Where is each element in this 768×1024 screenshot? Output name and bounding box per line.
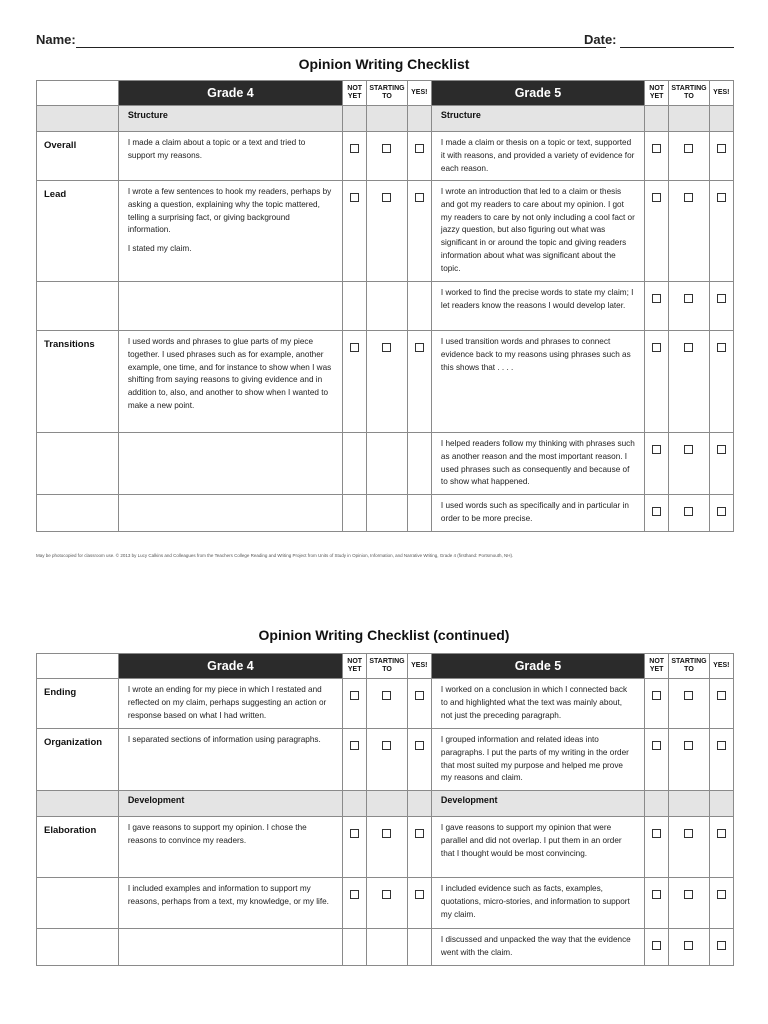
- grade4-not-yet-cell: [343, 929, 367, 966]
- criterion-grade4: [118, 729, 342, 791]
- grade4-yes-cell: [407, 878, 431, 929]
- grade4-not-yet-checkbox[interactable]: [350, 741, 359, 750]
- grade5-starting-to-cell: [669, 331, 709, 433]
- criterion-text: I gave reasons to support my opinion. I chose the reasons to convince my readers.: [127, 823, 307, 845]
- header-starting-to: STARTING TO: [367, 81, 407, 106]
- header-yes: YES!: [407, 654, 431, 679]
- criterion-text: I helped readers follow my thinking with phrases such as another reason and the most important reason. I used phrases such as consequently and because of to show what happened.: [440, 439, 635, 487]
- row-label: Lead: [37, 181, 119, 282]
- grade5-not-yet-checkbox[interactable]: [652, 294, 661, 303]
- criterion-text: I gave reasons to support my opinion that were parallel and did not overlap. I put them in an order that I thought would be most convincing.: [440, 823, 622, 858]
- criterion-grade4: [118, 817, 342, 878]
- criterion-grade5: [431, 433, 644, 495]
- grade4-starting-to-cell: [367, 729, 407, 791]
- criterion-grade4: [118, 679, 342, 729]
- grade5-not-yet-checkbox[interactable]: [652, 829, 661, 838]
- grade4-not-yet-cell: [343, 878, 367, 929]
- criterion-text: I wrote an ending for my piece in which I restated and reflected on my claim, perhaps suggesting an action or response based on what I had written.: [127, 685, 327, 720]
- grade5-not-yet-cell: [645, 433, 669, 495]
- header-yes: YES!: [709, 81, 733, 106]
- grade5-starting-to-cell: [669, 817, 709, 878]
- checklist-row: [37, 817, 734, 878]
- criterion-text: I discussed and unpacked the way that the evidence went with the claim.: [440, 935, 631, 957]
- grade4-starting-to-checkbox[interactable]: [382, 890, 391, 899]
- section-label-grade4: Development: [118, 791, 342, 817]
- criterion-text: I wrote a few sentences to hook my readers, perhaps by asking a question, explaining why the topic mattered, telling a surprising fact, or giving background information.: [127, 187, 332, 235]
- grade5-not-yet-checkbox[interactable]: [652, 193, 661, 202]
- grade5-starting-to-cell: [669, 132, 709, 181]
- checklist-row: [37, 132, 734, 181]
- criterion-text: I stated my claim.: [127, 244, 192, 254]
- criterion-grade5: [431, 331, 644, 433]
- row-label: [37, 878, 119, 929]
- header-not-yet: NOT YET: [645, 654, 669, 679]
- grade4-not-yet-cell: [343, 132, 367, 181]
- grade5-not-yet-cell: [645, 181, 669, 282]
- criterion-text: I wrote an introduction that led to a claim or thesis and got my readers to care about my opinion. I got my readers to care by not only including a cool fact or jazzy question, but also figuring out what was significant in or around the topic and giving readers information about what was significant about the topic.: [440, 187, 635, 273]
- criterion-text: I worked on a conclusion in which I connected back to and highlighted what the text was mainly about, not just the preceding paragraph.: [440, 685, 628, 720]
- checklist-row: [37, 679, 734, 729]
- grade5-yes-cell: [709, 495, 733, 532]
- grade5-yes-cell: [709, 679, 733, 729]
- grade4-not-yet-checkbox[interactable]: [350, 890, 359, 899]
- checklist-table-1: [36, 80, 734, 532]
- criterion-grade4: [118, 495, 342, 532]
- grade4-yes-checkbox[interactable]: [415, 890, 424, 899]
- grade5-yes-checkbox[interactable]: [717, 507, 726, 516]
- checklist-row: [37, 878, 734, 929]
- section-label-grade5: Development: [431, 791, 644, 817]
- criterion-grade5: [431, 878, 644, 929]
- section-empty-cell: [669, 106, 709, 132]
- section-blank-cell: [37, 106, 119, 132]
- section-empty-cell: [367, 791, 407, 817]
- grade5-yes-checkbox[interactable]: [717, 829, 726, 838]
- grade5-starting-to-checkbox[interactable]: [684, 193, 693, 202]
- grade5-yes-cell: [709, 878, 733, 929]
- criterion-grade5: [431, 282, 644, 331]
- criterion-grade4: [118, 181, 342, 282]
- grade5-yes-checkbox[interactable]: [717, 445, 726, 454]
- checklist-row: [37, 729, 734, 791]
- grade4-yes-checkbox[interactable]: [415, 144, 424, 153]
- section-empty-cell: [367, 106, 407, 132]
- grade5-yes-checkbox[interactable]: [717, 691, 726, 700]
- header-not-yet: NOT YET: [343, 654, 367, 679]
- copyright-footnote: May be photocopied for classroom use. © 2013 by Lucy Calkins and Colleagues from the Teachers College Reading and Writing Project from Units of Study in Opinion, Information, and Narrative Writing, Grade 4 (firsthand: Portsmouth, NH).: [36, 553, 514, 558]
- section-empty-cell: [407, 106, 431, 132]
- grade5-not-yet-cell: [645, 929, 669, 966]
- checklist-row: [37, 929, 734, 966]
- grade5-yes-checkbox[interactable]: [717, 343, 726, 352]
- section-empty-cell: [343, 106, 367, 132]
- grade5-not-yet-cell: [645, 878, 669, 929]
- header-starting-to: STARTING TO: [367, 654, 407, 679]
- grade4-not-yet-cell: [343, 679, 367, 729]
- section-label-grade5: Structure: [431, 106, 644, 132]
- grade4-starting-to-checkbox[interactable]: [382, 829, 391, 838]
- grade5-yes-cell: [709, 729, 733, 791]
- criterion-grade5: [431, 817, 644, 878]
- grade4-not-yet-cell: [343, 817, 367, 878]
- row-label: Organization: [37, 729, 119, 791]
- criterion-grade4: [118, 878, 342, 929]
- grade5-starting-to-checkbox[interactable]: [684, 941, 693, 950]
- grade5-yes-cell: [709, 929, 733, 966]
- criterion-text: I included examples and information to support my reasons, perhaps from a text, my knowledge, or my life.: [127, 884, 329, 906]
- criterion-grade5: [431, 929, 644, 966]
- row-label: [37, 929, 119, 966]
- grade4-not-yet-cell: [343, 181, 367, 282]
- criterion-text: I made a claim or thesis on a topic or text, supported it with reasons, and provided a variety of evidence for each reason.: [440, 138, 635, 173]
- grade5-starting-to-checkbox[interactable]: [684, 343, 693, 352]
- name-label: Name:: [36, 32, 76, 47]
- grade4-starting-to-cell: [367, 282, 407, 331]
- grade5-not-yet-cell: [645, 331, 669, 433]
- criterion-text: I grouped information and related ideas into paragraphs. I put the parts of my writing in the order that most suited my purpose and helped me prove my reasons and claim.: [440, 735, 629, 783]
- grade5-not-yet-checkbox[interactable]: [652, 144, 661, 153]
- grade4-yes-cell: [407, 282, 431, 331]
- checklist-row: [37, 495, 734, 532]
- section-blank-cell: [37, 791, 119, 817]
- grade4-starting-to-cell: [367, 878, 407, 929]
- checklist-title-continued: Opinion Writing Checklist (continued): [258, 627, 510, 643]
- grade5-starting-to-cell: [669, 282, 709, 331]
- grade5-starting-to-cell: [669, 433, 709, 495]
- criterion-text: I used transition words and phrases to connect evidence back to my reasons using phrases such as this shows that . . . .: [440, 337, 631, 372]
- grade5-starting-to-cell: [669, 679, 709, 729]
- checklist-row: [37, 181, 734, 282]
- grade5-not-yet-cell: [645, 132, 669, 181]
- section-empty-cell: [407, 791, 431, 817]
- criterion-grade4: [118, 132, 342, 181]
- section-row: [37, 791, 734, 817]
- grade4-yes-cell: [407, 433, 431, 495]
- criterion-grade5: [431, 679, 644, 729]
- header-grade4: Grade 4: [118, 654, 342, 679]
- grade5-not-yet-checkbox[interactable]: [652, 343, 661, 352]
- grade4-yes-checkbox[interactable]: [415, 829, 424, 838]
- criterion-grade4: [118, 331, 342, 433]
- section-empty-cell: [645, 106, 669, 132]
- grade5-starting-to-checkbox[interactable]: [684, 890, 693, 899]
- grade4-not-yet-checkbox[interactable]: [350, 829, 359, 838]
- grade5-starting-to-checkbox[interactable]: [684, 507, 693, 516]
- grade4-starting-to-cell: [367, 495, 407, 532]
- criterion-text: I separated sections of information using paragraphs.: [127, 735, 321, 744]
- grade5-starting-to-cell: [669, 495, 709, 532]
- grade5-not-yet-checkbox[interactable]: [652, 941, 661, 950]
- section-empty-cell: [645, 791, 669, 817]
- grade5-yes-cell: [709, 282, 733, 331]
- criterion-grade5: [431, 132, 644, 181]
- grade4-not-yet-checkbox[interactable]: [350, 193, 359, 202]
- criterion-grade4: [118, 929, 342, 966]
- section-empty-cell: [669, 791, 709, 817]
- grade5-not-yet-checkbox[interactable]: [652, 890, 661, 899]
- grade4-not-yet-checkbox[interactable]: [350, 144, 359, 153]
- grade5-yes-cell: [709, 132, 733, 181]
- date-label: Date:: [584, 32, 617, 47]
- row-label: Overall: [37, 132, 119, 181]
- section-label-grade4: Structure: [118, 106, 342, 132]
- row-label: [37, 282, 119, 331]
- grade4-starting-to-checkbox[interactable]: [382, 144, 391, 153]
- header-yes: YES!: [709, 654, 733, 679]
- criterion-text: I worked to find the precise words to state my claim; I let readers know the reasons I would develop later.: [440, 288, 634, 310]
- grade4-starting-to-cell: [367, 132, 407, 181]
- grade5-starting-to-cell: [669, 878, 709, 929]
- grade5-not-yet-cell: [645, 729, 669, 791]
- grade4-not-yet-cell: [343, 495, 367, 532]
- section-empty-cell: [343, 791, 367, 817]
- header-starting-to: STARTING TO: [669, 654, 709, 679]
- grade5-starting-to-checkbox[interactable]: [684, 294, 693, 303]
- grade4-starting-to-checkbox[interactable]: [382, 343, 391, 352]
- grade5-not-yet-checkbox[interactable]: [652, 507, 661, 516]
- header-grade4: Grade 4: [118, 81, 342, 106]
- checklist-row: [37, 433, 734, 495]
- grade4-starting-to-checkbox[interactable]: [382, 193, 391, 202]
- row-label: [37, 433, 119, 495]
- grade5-not-yet-cell: [645, 282, 669, 331]
- grade4-starting-to-cell: [367, 331, 407, 433]
- row-label: Elaboration: [37, 817, 119, 878]
- criterion-grade5: [431, 495, 644, 532]
- grade4-not-yet-cell: [343, 331, 367, 433]
- grade4-not-yet-cell: [343, 282, 367, 331]
- grade4-yes-cell: [407, 495, 431, 532]
- grade4-yes-cell: [407, 929, 431, 966]
- grade5-yes-cell: [709, 331, 733, 433]
- header-row: [37, 654, 734, 679]
- section-empty-cell: [709, 106, 733, 132]
- grade4-not-yet-cell: [343, 433, 367, 495]
- grade4-yes-checkbox[interactable]: [415, 691, 424, 700]
- criterion-grade4: [118, 282, 342, 331]
- header-blank-cell: [37, 654, 119, 679]
- grade4-not-yet-checkbox[interactable]: [350, 343, 359, 352]
- grade5-yes-checkbox[interactable]: [717, 294, 726, 303]
- grade4-starting-to-cell: [367, 433, 407, 495]
- row-label: [37, 495, 119, 532]
- grade5-yes-checkbox[interactable]: [717, 741, 726, 750]
- grade4-yes-checkbox[interactable]: [415, 741, 424, 750]
- header-starting-to: STARTING TO: [669, 81, 709, 106]
- grade5-starting-to-cell: [669, 929, 709, 966]
- checklist-row: [37, 331, 734, 433]
- name-line[interactable]: [76, 47, 606, 48]
- grade4-yes-cell: [407, 132, 431, 181]
- grade4-starting-to-checkbox[interactable]: [382, 741, 391, 750]
- header-not-yet: NOT YET: [645, 81, 669, 106]
- grade5-not-yet-checkbox[interactable]: [652, 445, 661, 454]
- row-label: Ending: [37, 679, 119, 729]
- criterion-text: I used words such as specifically and in particular in order to be more precise.: [440, 501, 629, 523]
- checklist-table-2: [36, 653, 734, 966]
- grade5-starting-to-cell: [669, 181, 709, 282]
- grade5-not-yet-checkbox[interactable]: [652, 741, 661, 750]
- header-yes: YES!: [407, 81, 431, 106]
- header-not-yet: NOT YET: [343, 81, 367, 106]
- grade5-yes-cell: [709, 433, 733, 495]
- grade5-yes-cell: [709, 181, 733, 282]
- grade5-yes-checkbox[interactable]: [717, 941, 726, 950]
- section-empty-cell: [709, 791, 733, 817]
- grade5-yes-cell: [709, 817, 733, 878]
- grade5-starting-to-checkbox[interactable]: [684, 741, 693, 750]
- checklist-title: Opinion Writing Checklist: [298, 56, 470, 72]
- grade4-yes-cell: [407, 729, 431, 791]
- grade5-not-yet-cell: [645, 679, 669, 729]
- grade5-starting-to-checkbox[interactable]: [684, 144, 693, 153]
- grade5-not-yet-checkbox[interactable]: [652, 691, 661, 700]
- date-line[interactable]: [620, 47, 734, 48]
- criterion-grade4: [118, 433, 342, 495]
- checklist-row: [37, 282, 734, 331]
- grade5-starting-to-cell: [669, 729, 709, 791]
- grade4-starting-to-cell: [367, 679, 407, 729]
- criterion-grade5: [431, 181, 644, 282]
- grade4-not-yet-checkbox[interactable]: [350, 691, 359, 700]
- grade4-starting-to-cell: [367, 181, 407, 282]
- header-grade5: Grade 5: [431, 654, 644, 679]
- criterion-text: I included evidence such as facts, examples, quotations, micro-stories, and information to support my claim.: [440, 884, 630, 919]
- criterion-grade5: [431, 729, 644, 791]
- grade4-yes-checkbox[interactable]: [415, 343, 424, 352]
- header-grade5: Grade 5: [431, 81, 644, 106]
- grade4-yes-cell: [407, 817, 431, 878]
- header-row: [37, 81, 734, 106]
- grade5-starting-to-checkbox[interactable]: [684, 445, 693, 454]
- grade4-yes-cell: [407, 679, 431, 729]
- grade5-not-yet-cell: [645, 495, 669, 532]
- grade5-yes-checkbox[interactable]: [717, 890, 726, 899]
- name-date-bar: [36, 31, 736, 51]
- grade4-starting-to-cell: [367, 817, 407, 878]
- row-label: Transitions: [37, 331, 119, 433]
- grade4-starting-to-cell: [367, 929, 407, 966]
- header-blank-cell: [37, 81, 119, 106]
- grade5-yes-checkbox[interactable]: [717, 144, 726, 153]
- grade5-starting-to-checkbox[interactable]: [684, 829, 693, 838]
- grade4-starting-to-checkbox[interactable]: [382, 691, 391, 700]
- grade4-yes-cell: [407, 181, 431, 282]
- grade5-yes-checkbox[interactable]: [717, 193, 726, 202]
- grade4-yes-cell: [407, 331, 431, 433]
- grade5-not-yet-cell: [645, 817, 669, 878]
- criterion-text: I used words and phrases to glue parts of my piece together. I used phrases such as for example, another example, one time, and for instance to show when I was shifting from saying reasons to giving evidence and in addition to, also, and another to show when I wanted to make a new point.: [127, 337, 332, 410]
- grade4-not-yet-cell: [343, 729, 367, 791]
- section-row: [37, 106, 734, 132]
- criterion-text: I made a claim about a topic or a text and tried to support my reasons.: [127, 138, 306, 160]
- grade4-yes-checkbox[interactable]: [415, 193, 424, 202]
- grade5-starting-to-checkbox[interactable]: [684, 691, 693, 700]
